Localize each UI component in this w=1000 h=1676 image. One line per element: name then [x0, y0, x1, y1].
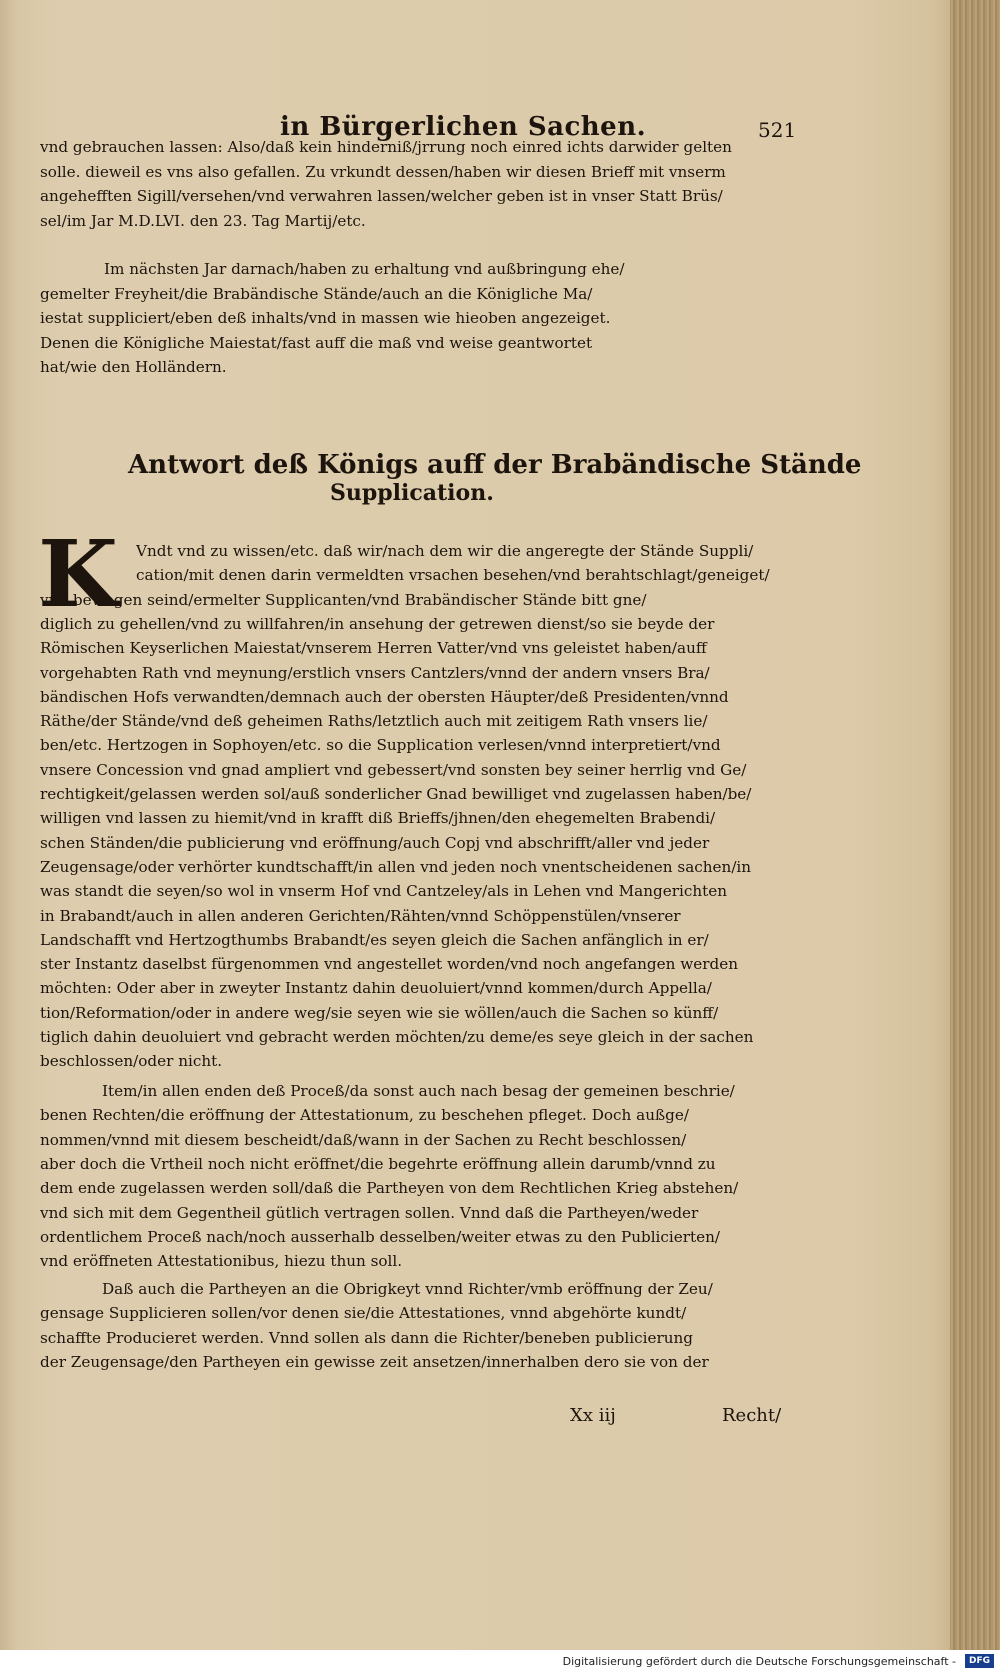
running-head: in Bürgerlichen Sachen. [280, 112, 647, 142]
text-line: gensage Supplicieren sollen/vor denen sie/die Attestationes, vnnd abgehörte kundt/ [40, 1304, 687, 1323]
text-line: ster Instantz daselbst fürgenommen vnd angestellet worden/vnd noch angefangen werden [40, 955, 738, 974]
text-line: hat/wie den Holländern. [40, 358, 227, 376]
text-line: vnd gebrauchen lassen: Also/daß kein hinderniß/jrrung noch einred ichts darwider gelten [40, 138, 732, 156]
text-line: vnd bewogen seind/ermelter Supplicanten/vnd Brabändischer Stände bitt gne/ [40, 590, 647, 609]
text-line: vnsere Concession vnd gnad ampliert vnd gebessert/vnd sonsten bey seiner herrlig vnd Ge/ [40, 760, 747, 779]
text-line: rechtigkeit/gelassen werden sol/auß sonderlicher Gnad bewilliget vnd zugelassen haben/be/ [40, 785, 752, 803]
section-heading-line2: Supplication. [330, 480, 494, 506]
text-line: Zeugensage/oder verhörter kundtschafft/in allen vnd jeden noch vnentscheidenen sachen/in [40, 857, 752, 876]
text-line: iestat suppliciert/eben deß inhalts/vnd in massen wie hieoben angezeiget. [40, 309, 611, 327]
text-line: der Zeugensage/den Partheyen ein gewisse zeit ansetzen/innerhalben dero sie von der [40, 1352, 709, 1371]
page-edge-stack [950, 0, 1000, 1650]
digitization-credit: Digitalisierung gefördert durch die Deutsche Forschungsgemeinschaft - [562, 1655, 956, 1668]
text-line: Item/in allen enden deß Proceß/da sonst auch nach besag der gemeinen beschrie/ [102, 1082, 735, 1100]
text-line: bändischen Hofs verwandten/demnach auch der obersten Häupter/deß Presidenten/vnnd [40, 687, 729, 706]
text-line: dem ende zugelassen werden soll/daß die Partheyen von dem Rechtlichen Krieg abstehen/ [40, 1179, 739, 1198]
text-line: möchten: Oder aber in zweyter Instantz dahin deuoluiert/vnnd kommen/durch Appella/ [40, 979, 712, 998]
text-line: schen Ständen/die publicierung vnd eröffnung/auch Copj vnd abschrifft/aller vnd jeder [40, 833, 710, 852]
text-line: ordentlichem Proceß nach/noch ausserhalb desselben/weiter etwas zu den Publicierten/ [40, 1227, 721, 1246]
text-line: Im nächsten Jar darnach/haben zu erhaltung vnd außbringung ehe/ [104, 260, 625, 278]
text-line: vorgehabten Rath vnd meynung/erstlich vnsers Cantzlers/vnnd der andern vnsers Bra/ [40, 663, 710, 682]
text-line: Landschafft vnd Hertzogthumbs Brabandt/es seyen gleich die Sachen anfänglich in er/ [40, 930, 709, 949]
text-line: gemelter Freyheit/die Brabändische Stände/auch an die Königliche Ma/ [40, 284, 593, 303]
catchword: Recht/ [722, 1405, 782, 1426]
text-line: Römischen Keyserlichen Maiestat/vnserem Herren Vatter/vnd vns geleistet haben/auff [40, 639, 707, 658]
text-line: nommen/vnnd mit diesem bescheidt/daß/wann in der Sachen zu Recht beschlossen/ [40, 1130, 687, 1149]
folio-number: 521 [758, 118, 797, 142]
text-line: ben/etc. Hertzogen in Sophoyen/etc. so die Supplication verlesen/vnnd interpretiert/vnd [40, 736, 721, 755]
text-line: Daß auch die Partheyen an die Obrigkeyt vnnd Richter/vmb eröffnung der Zeu/ [102, 1280, 713, 1298]
text-line: aber doch die Vrtheil noch nicht eröffnet/die begehrte eröffnung allein darumb/vnnd zu [40, 1154, 716, 1173]
signature-mark: Xx iij [570, 1405, 616, 1426]
text-line: was standt die seyen/so wol in vnserm Hof vnd Cantzeley/als in Lehen vnd Mangerichten [40, 882, 727, 901]
text-line: benen Rechten/die eröffnung der Attestationum, zu beschehen pfleget. Doch außge/ [40, 1106, 689, 1125]
text-line: vnd sich mit dem Gegentheil gütlich vertragen sollen. Vnnd daß die Partheyen/weder [40, 1203, 699, 1222]
text-line: Vndt vnd zu wissen/etc. daß wir/nach dem wir die angeregte der Stände Suppli/ [136, 542, 754, 560]
text-line: beschlossen/oder nicht. [40, 1052, 223, 1071]
text-line: Denen die Königliche Maiestat/fast auff die maß vnd weise geantwortet [40, 333, 593, 352]
text-line: solle. dieweil es vns also gefallen. Zu vrkundt dessen/haben wir diesen Brieff mit vnserm [40, 162, 726, 181]
section-heading: Antwort deß Königs auff der Brabändische Stände [128, 450, 862, 480]
text-line: Räthe/der Stände/vnd deß geheimen Raths/letztlich auch mit zeitigem Rath vnsers lie/ [40, 712, 708, 731]
dfg-logo: DFG [965, 1654, 994, 1668]
text-line: sel/im Jar M.D.LVI. den 23. Tag Martij/etc. [40, 211, 366, 230]
text-line: vnd eröffneten Attestationibus, hiezu thun soll. [40, 1252, 403, 1271]
text-line: in Brabandt/auch in allen anderen Gerichten/Rähten/vnnd Schöppenstülen/vnserer [40, 906, 681, 925]
text-line: tion/Reformation/oder in andere weg/sie seyen wie sie wöllen/auch die Sachen so künff/ [40, 1003, 719, 1022]
text-line: tiglich dahin deuoluiert vnd gebracht werden möchten/zu deme/es seye gleich in der sachen [40, 1028, 754, 1046]
text-line: cation/mit denen darin vermeldten vrsachen besehen/vnd berahtschlagt/geneiget/ [136, 566, 770, 585]
drop-cap: K [38, 520, 118, 628]
text-line: angehefften Sigill/versehen/vnd verwahren lassen/welcher geben ist in vnser Statt Brüs/ [40, 187, 723, 205]
text-line: willigen vnd lassen zu hiemit/vnd in krafft diß Brieffs/jhnen/den ehegemelten Brabendi/ [40, 809, 716, 828]
text-line: schaffte Producieret werden. Vnnd sollen als dann die Richter/beneben publicierung [40, 1328, 694, 1347]
text-line: diglich zu gehellen/vnd zu willfahren/in ansehung der getrewen dienst/so sie beyde der [40, 614, 715, 633]
